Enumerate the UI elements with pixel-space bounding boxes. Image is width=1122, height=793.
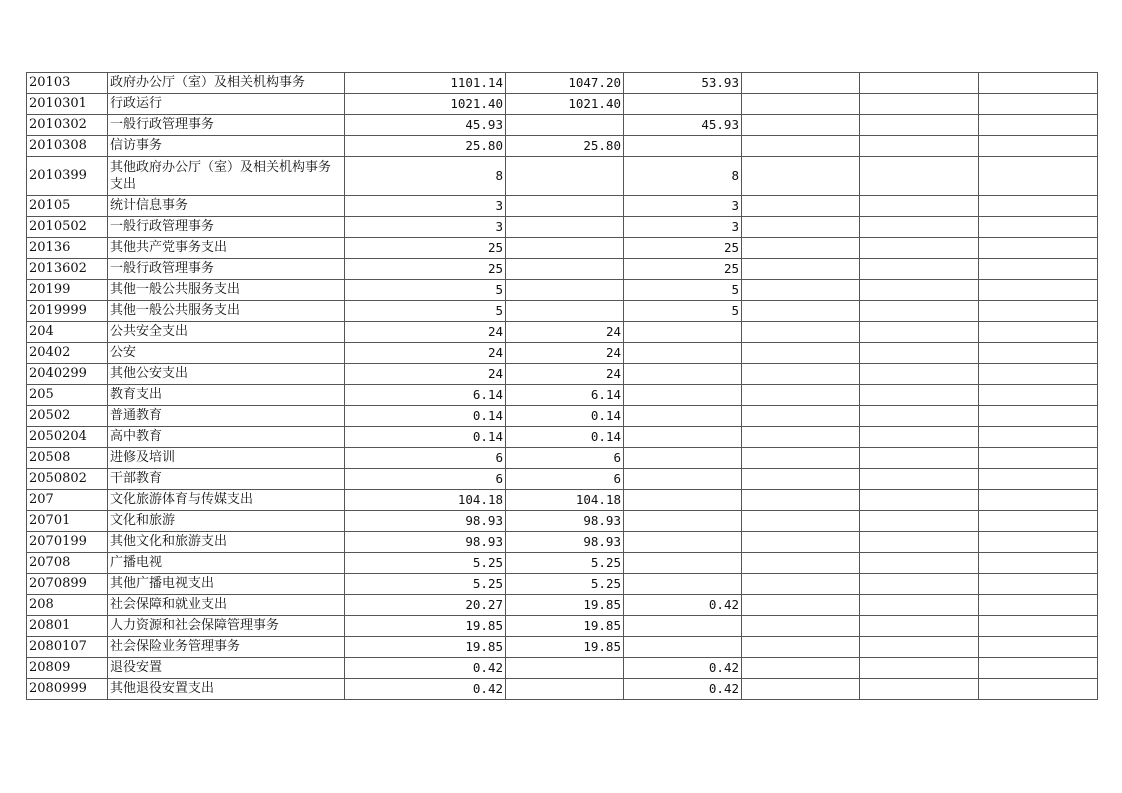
- subject-name-cell: 高中教育: [108, 427, 345, 448]
- subject-name-cell: 人力资源和社会保障管理事务: [108, 616, 345, 637]
- empty-cell: [742, 448, 860, 469]
- project-expenditure-cell: [624, 616, 742, 637]
- total-amount-cell: 98.93: [345, 511, 506, 532]
- project-expenditure-cell: 25: [624, 238, 742, 259]
- subject-name-cell: 一般行政管理事务: [108, 217, 345, 238]
- table-row: [27, 469, 1098, 490]
- empty-cell: [742, 259, 860, 280]
- subject-name-cell: 其他退役安置支出: [108, 679, 345, 700]
- project-expenditure-cell: 0.42: [624, 679, 742, 700]
- empty-cell: [979, 406, 1098, 427]
- subject-name-cell: 进修及培训: [108, 448, 345, 469]
- empty-cell: [979, 448, 1098, 469]
- empty-cell: [979, 469, 1098, 490]
- basic-expenditure-cell: 5.25: [506, 574, 624, 595]
- empty-cell: [742, 73, 860, 94]
- empty-cell: [742, 301, 860, 322]
- total-amount-cell: 0.14: [345, 406, 506, 427]
- table-row: [27, 73, 1098, 94]
- subject-name-cell: 退役安置: [108, 658, 345, 679]
- empty-cell: [860, 511, 979, 532]
- project-expenditure-cell: 53.93: [624, 73, 742, 94]
- table-row: [27, 301, 1098, 322]
- total-amount-cell: 8: [345, 157, 506, 196]
- subject-name-cell: 干部教育: [108, 469, 345, 490]
- subject-name-cell: 社会保险业务管理事务: [108, 637, 345, 658]
- table-row: [27, 574, 1098, 595]
- basic-expenditure-cell: [506, 157, 624, 196]
- basic-expenditure-cell: [506, 217, 624, 238]
- empty-cell: [860, 301, 979, 322]
- table-row: [27, 532, 1098, 553]
- total-amount-cell: 24: [345, 343, 506, 364]
- total-amount-cell: 1021.40: [345, 94, 506, 115]
- empty-cell: [742, 385, 860, 406]
- subject-name-cell: 其他共产党事务支出: [108, 238, 345, 259]
- empty-cell: [860, 448, 979, 469]
- subject-name-cell: 社会保障和就业支出: [108, 595, 345, 616]
- table-row: [27, 616, 1098, 637]
- empty-cell: [860, 637, 979, 658]
- basic-expenditure-cell: 6: [506, 469, 624, 490]
- empty-cell: [979, 553, 1098, 574]
- basic-expenditure-cell: 6: [506, 448, 624, 469]
- table-row: [27, 637, 1098, 658]
- subject-code-cell: 20136: [27, 238, 108, 259]
- subject-code-cell: 2040299: [27, 364, 108, 385]
- empty-cell: [979, 115, 1098, 136]
- empty-cell: [979, 73, 1098, 94]
- table-row: [27, 427, 1098, 448]
- table-row: [27, 322, 1098, 343]
- project-expenditure-cell: 45.93: [624, 115, 742, 136]
- basic-expenditure-cell: 5.25: [506, 553, 624, 574]
- total-amount-cell: 0.14: [345, 427, 506, 448]
- project-expenditure-cell: 25: [624, 259, 742, 280]
- basic-expenditure-cell: 19.85: [506, 595, 624, 616]
- total-amount-cell: 24: [345, 364, 506, 385]
- subject-code-cell: 2080107: [27, 637, 108, 658]
- empty-cell: [860, 616, 979, 637]
- empty-cell: [860, 259, 979, 280]
- empty-cell: [860, 343, 979, 364]
- empty-cell: [742, 574, 860, 595]
- empty-cell: [742, 217, 860, 238]
- project-expenditure-cell: [624, 448, 742, 469]
- table-row: [27, 196, 1098, 217]
- subject-code-cell: 2070899: [27, 574, 108, 595]
- total-amount-cell: 25: [345, 238, 506, 259]
- empty-cell: [742, 364, 860, 385]
- table-row: [27, 136, 1098, 157]
- basic-expenditure-cell: 24: [506, 322, 624, 343]
- total-amount-cell: 25: [345, 259, 506, 280]
- basic-expenditure-cell: 24: [506, 343, 624, 364]
- subject-code-cell: 20105: [27, 196, 108, 217]
- empty-cell: [979, 196, 1098, 217]
- subject-name-cell: 教育支出: [108, 385, 345, 406]
- empty-cell: [979, 595, 1098, 616]
- empty-cell: [742, 679, 860, 700]
- subject-name-cell: 广播电视: [108, 553, 345, 574]
- empty-cell: [979, 658, 1098, 679]
- subject-name-cell: 行政运行: [108, 94, 345, 115]
- empty-cell: [860, 574, 979, 595]
- subject-name-cell: 其他公安支出: [108, 364, 345, 385]
- subject-code-cell: 20801: [27, 616, 108, 637]
- empty-cell: [860, 196, 979, 217]
- project-expenditure-cell: 3: [624, 196, 742, 217]
- empty-cell: [860, 217, 979, 238]
- subject-code-cell: 20708: [27, 553, 108, 574]
- empty-cell: [742, 658, 860, 679]
- project-expenditure-cell: [624, 553, 742, 574]
- basic-expenditure-cell: [506, 301, 624, 322]
- basic-expenditure-cell: [506, 280, 624, 301]
- empty-cell: [860, 73, 979, 94]
- project-expenditure-cell: [624, 532, 742, 553]
- empty-cell: [860, 658, 979, 679]
- basic-expenditure-cell: 0.14: [506, 406, 624, 427]
- empty-cell: [979, 238, 1098, 259]
- basic-expenditure-cell: [506, 658, 624, 679]
- total-amount-cell: 0.42: [345, 658, 506, 679]
- empty-cell: [979, 217, 1098, 238]
- total-amount-cell: 1101.14: [345, 73, 506, 94]
- total-amount-cell: 6.14: [345, 385, 506, 406]
- basic-expenditure-cell: 1047.20: [506, 73, 624, 94]
- empty-cell: [742, 238, 860, 259]
- total-amount-cell: 45.93: [345, 115, 506, 136]
- project-expenditure-cell: 0.42: [624, 595, 742, 616]
- subject-name-cell: 信访事务: [108, 136, 345, 157]
- empty-cell: [979, 574, 1098, 595]
- project-expenditure-cell: [624, 427, 742, 448]
- empty-cell: [979, 322, 1098, 343]
- total-amount-cell: 5: [345, 280, 506, 301]
- empty-cell: [979, 343, 1098, 364]
- subject-code-cell: 2019999: [27, 301, 108, 322]
- empty-cell: [742, 94, 860, 115]
- empty-cell: [860, 364, 979, 385]
- project-expenditure-cell: [624, 343, 742, 364]
- total-amount-cell: 6: [345, 448, 506, 469]
- empty-cell: [742, 469, 860, 490]
- table-row: [27, 115, 1098, 136]
- empty-cell: [860, 469, 979, 490]
- table-row: [27, 490, 1098, 511]
- basic-expenditure-cell: 25.80: [506, 136, 624, 157]
- table-row: [27, 511, 1098, 532]
- project-expenditure-cell: 5: [624, 280, 742, 301]
- subject-code-cell: 20103: [27, 73, 108, 94]
- total-amount-cell: 24: [345, 322, 506, 343]
- total-amount-cell: 6: [345, 469, 506, 490]
- total-amount-cell: 19.85: [345, 616, 506, 637]
- project-expenditure-cell: [624, 469, 742, 490]
- project-expenditure-cell: [624, 637, 742, 658]
- subject-name-cell: 其他广播电视支出: [108, 574, 345, 595]
- project-expenditure-cell: [624, 94, 742, 115]
- subject-code-cell: 2013602: [27, 259, 108, 280]
- empty-cell: [742, 490, 860, 511]
- empty-cell: [860, 532, 979, 553]
- empty-cell: [979, 616, 1098, 637]
- subject-name-cell: 一般行政管理事务: [108, 115, 345, 136]
- basic-expenditure-cell: 98.93: [506, 511, 624, 532]
- basic-expenditure-cell: 24: [506, 364, 624, 385]
- empty-cell: [742, 553, 860, 574]
- empty-cell: [742, 196, 860, 217]
- empty-cell: [860, 385, 979, 406]
- empty-cell: [742, 322, 860, 343]
- empty-cell: [979, 490, 1098, 511]
- empty-cell: [979, 301, 1098, 322]
- basic-expenditure-cell: 6.14: [506, 385, 624, 406]
- subject-code-cell: 20508: [27, 448, 108, 469]
- project-expenditure-cell: 3: [624, 217, 742, 238]
- empty-cell: [742, 115, 860, 136]
- table-row: [27, 448, 1098, 469]
- subject-name-cell: 其他政府办公厅（室）及相关机构事务支出: [108, 157, 345, 196]
- empty-cell: [742, 511, 860, 532]
- empty-cell: [860, 280, 979, 301]
- empty-cell: [979, 679, 1098, 700]
- table-row: [27, 157, 1098, 196]
- subject-code-cell: 20199: [27, 280, 108, 301]
- total-amount-cell: 104.18: [345, 490, 506, 511]
- subject-code-cell: 2010399: [27, 157, 108, 196]
- subject-code-cell: 204: [27, 322, 108, 343]
- project-expenditure-cell: [624, 574, 742, 595]
- project-expenditure-cell: [624, 322, 742, 343]
- table-row: [27, 406, 1098, 427]
- subject-name-cell: 文化旅游体育与传媒支出: [108, 490, 345, 511]
- subject-code-cell: 208: [27, 595, 108, 616]
- empty-cell: [979, 136, 1098, 157]
- table-row: [27, 385, 1098, 406]
- basic-expenditure-cell: [506, 259, 624, 280]
- basic-expenditure-cell: [506, 679, 624, 700]
- empty-cell: [860, 136, 979, 157]
- empty-cell: [860, 322, 979, 343]
- table-body: [27, 73, 1098, 700]
- empty-cell: [979, 637, 1098, 658]
- basic-expenditure-cell: 104.18: [506, 490, 624, 511]
- subject-code-cell: 20402: [27, 343, 108, 364]
- empty-cell: [742, 616, 860, 637]
- subject-code-cell: 20809: [27, 658, 108, 679]
- empty-cell: [860, 490, 979, 511]
- empty-cell: [742, 136, 860, 157]
- table-row: [27, 364, 1098, 385]
- empty-cell: [979, 259, 1098, 280]
- empty-cell: [860, 553, 979, 574]
- table-row: [27, 238, 1098, 259]
- total-amount-cell: 25.80: [345, 136, 506, 157]
- empty-cell: [860, 94, 979, 115]
- empty-cell: [742, 406, 860, 427]
- basic-expenditure-cell: 19.85: [506, 637, 624, 658]
- basic-expenditure-cell: 0.14: [506, 427, 624, 448]
- subject-code-cell: 2050802: [27, 469, 108, 490]
- total-amount-cell: 19.85: [345, 637, 506, 658]
- empty-cell: [979, 94, 1098, 115]
- empty-cell: [979, 364, 1098, 385]
- total-amount-cell: 3: [345, 196, 506, 217]
- project-expenditure-cell: 5: [624, 301, 742, 322]
- total-amount-cell: 0.42: [345, 679, 506, 700]
- subject-code-cell: 2070199: [27, 532, 108, 553]
- total-amount-cell: 3: [345, 217, 506, 238]
- table-row: [27, 259, 1098, 280]
- table-row: [27, 595, 1098, 616]
- project-expenditure-cell: 0.42: [624, 658, 742, 679]
- table-row: [27, 343, 1098, 364]
- subject-name-cell: 其他文化和旅游支出: [108, 532, 345, 553]
- empty-cell: [742, 280, 860, 301]
- empty-cell: [979, 532, 1098, 553]
- table-row: [27, 658, 1098, 679]
- subject-code-cell: 2010308: [27, 136, 108, 157]
- project-expenditure-cell: 8: [624, 157, 742, 196]
- basic-expenditure-cell: [506, 115, 624, 136]
- empty-cell: [979, 280, 1098, 301]
- empty-cell: [979, 511, 1098, 532]
- subject-code-cell: 2010502: [27, 217, 108, 238]
- empty-cell: [860, 238, 979, 259]
- empty-cell: [979, 157, 1098, 196]
- subject-name-cell: 文化和旅游: [108, 511, 345, 532]
- subject-name-cell: 统计信息事务: [108, 196, 345, 217]
- project-expenditure-cell: [624, 511, 742, 532]
- table-row: [27, 94, 1098, 115]
- subject-code-cell: 2050204: [27, 427, 108, 448]
- basic-expenditure-cell: 19.85: [506, 616, 624, 637]
- basic-expenditure-cell: [506, 238, 624, 259]
- empty-cell: [860, 595, 979, 616]
- empty-cell: [860, 157, 979, 196]
- subject-name-cell: 公共安全支出: [108, 322, 345, 343]
- total-amount-cell: 20.27: [345, 595, 506, 616]
- total-amount-cell: 98.93: [345, 532, 506, 553]
- empty-cell: [742, 157, 860, 196]
- empty-cell: [742, 532, 860, 553]
- subject-name-cell: 政府办公厅（室）及相关机构事务: [108, 73, 345, 94]
- empty-cell: [979, 427, 1098, 448]
- table-row: [27, 217, 1098, 238]
- project-expenditure-cell: [624, 385, 742, 406]
- total-amount-cell: 5.25: [345, 574, 506, 595]
- budget-expenditure-table: [26, 72, 1098, 700]
- basic-expenditure-cell: 98.93: [506, 532, 624, 553]
- subject-name-cell: 普通教育: [108, 406, 345, 427]
- empty-cell: [860, 406, 979, 427]
- basic-expenditure-cell: 1021.40: [506, 94, 624, 115]
- subject-code-cell: 207: [27, 490, 108, 511]
- project-expenditure-cell: [624, 406, 742, 427]
- empty-cell: [860, 115, 979, 136]
- total-amount-cell: 5.25: [345, 553, 506, 574]
- subject-name-cell: 其他一般公共服务支出: [108, 301, 345, 322]
- subject-code-cell: 20502: [27, 406, 108, 427]
- basic-expenditure-cell: [506, 196, 624, 217]
- table-row: [27, 553, 1098, 574]
- empty-cell: [742, 595, 860, 616]
- empty-cell: [742, 427, 860, 448]
- subject-name-cell: 其他一般公共服务支出: [108, 280, 345, 301]
- project-expenditure-cell: [624, 136, 742, 157]
- empty-cell: [742, 343, 860, 364]
- table-row: [27, 679, 1098, 700]
- project-expenditure-cell: [624, 490, 742, 511]
- empty-cell: [860, 427, 979, 448]
- subject-code-cell: 205: [27, 385, 108, 406]
- subject-code-cell: 2010301: [27, 94, 108, 115]
- total-amount-cell: 5: [345, 301, 506, 322]
- empty-cell: [860, 679, 979, 700]
- empty-cell: [979, 385, 1098, 406]
- table-row: [27, 280, 1098, 301]
- subject-code-cell: 2010302: [27, 115, 108, 136]
- subject-name-cell: 公安: [108, 343, 345, 364]
- project-expenditure-cell: [624, 364, 742, 385]
- empty-cell: [742, 637, 860, 658]
- subject-code-cell: 2080999: [27, 679, 108, 700]
- subject-name-cell: 一般行政管理事务: [108, 259, 345, 280]
- subject-code-cell: 20701: [27, 511, 108, 532]
